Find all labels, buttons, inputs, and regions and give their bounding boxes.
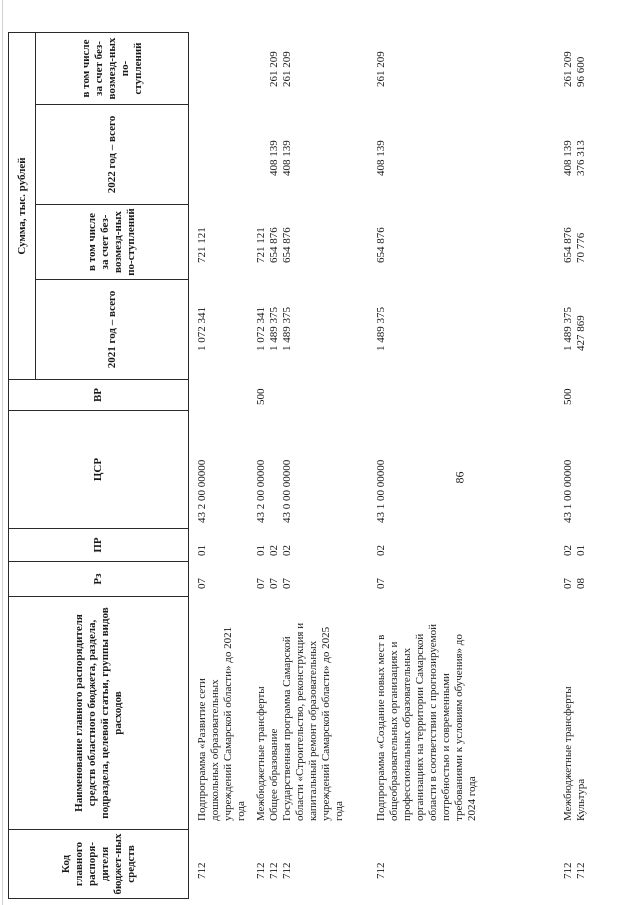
cell-name: Общее образование — [268, 728, 280, 821]
header-csr: ЦСР — [8, 410, 189, 529]
cell-name: Культура — [575, 778, 587, 821]
cell-rz: 07 — [281, 578, 293, 589]
cell-2022-total: 408 139 — [268, 140, 280, 176]
header-pr: ПР — [8, 528, 189, 562]
cell-code: 712 — [255, 862, 267, 879]
cell-2022-free: 261 209 — [281, 51, 293, 87]
page-edge-line — [2, 0, 3, 905]
cell-2022-total: 408 139 — [375, 140, 387, 176]
table-row — [281, 32, 371, 899]
cell-pr: 01 — [575, 545, 587, 556]
cell-2021-free: 654 876 — [268, 227, 280, 263]
cell-2022-free: 96 600 — [575, 56, 587, 87]
cell-2021-total: 1 489 375 — [562, 307, 574, 351]
cell-vr: 500 — [255, 388, 267, 405]
cell-2021-free: 721 121 — [255, 227, 267, 263]
cell-2022-total: 408 139 — [281, 140, 293, 176]
cell-csr: 43 2 00 00000 — [255, 459, 267, 523]
table-row — [255, 32, 269, 899]
cell-csr: 43 2 00 00000 — [196, 459, 208, 523]
cell-2022-total: 408 139 — [562, 140, 574, 176]
cell-csr: 43 1 00 00000 — [562, 459, 574, 523]
cell-name: Подпрограмма «Создание новых мест в общеобразовательных организациях и профессиональных образовательных организациях на территории Самарской области в соответствии с прогнозируемой потребностью и современными требованиями к условиям обучения» до 2024 года — [375, 624, 478, 821]
cell-2022-free: 261 209 — [268, 51, 280, 87]
cell-2021-free: 654 876 — [562, 227, 574, 263]
cell-rz: 07 — [196, 578, 208, 589]
cell-2022-free: 261 209 — [375, 51, 387, 87]
table-row — [575, 32, 589, 899]
cell-code: 712 — [562, 862, 574, 879]
cell-vr: 500 — [562, 388, 574, 405]
header-rz: Рз — [8, 561, 189, 597]
cell-2021-total: 427 869 — [575, 315, 587, 351]
cell-name: Государственная программа Самарской области «Строительство, реконструкция и капитальный ремонт образовательных учреждений Самарской области» до 2025 года — [281, 622, 345, 821]
cell-rz: 07 — [255, 578, 267, 589]
header-name: Наименование главного распорядителя средств областного бюджета, раздела, подраздела, целевой статьи, группы видов расходов — [8, 596, 189, 830]
cell-2021-total: 1 072 341 — [255, 307, 267, 351]
cell-2021-total: 1 072 341 — [196, 307, 208, 351]
cell-code: 712 — [196, 862, 208, 879]
header-vr: ВР — [8, 379, 189, 411]
cell-name: Межбюджетные трансферты — [562, 686, 574, 821]
table-row — [375, 32, 555, 899]
cell-pr: 02 — [268, 545, 280, 556]
cell-2022-free: 261 209 — [562, 51, 574, 87]
cell-pr: 02 — [375, 545, 387, 556]
table-header — [8, 32, 189, 899]
cell-code: 712 — [575, 862, 587, 879]
cell-csr: 43 0 00 00000 — [281, 459, 293, 523]
cell-rz: 08 — [575, 578, 587, 589]
cell-2021-free: 654 876 — [375, 227, 387, 263]
header-2022-free: в том числе за счет без-возмезд-ных по-ступлений — [35, 32, 189, 105]
cell-csr: 43 1 00 00000 — [375, 459, 387, 523]
header-2021-free: в том числе за счет без-возмезд-ных по-ступлений — [35, 204, 189, 280]
header-code: Код главного распоря-дителя бюджет-ных средств — [8, 829, 189, 899]
table-row — [562, 32, 576, 899]
cell-code: 712 — [375, 862, 387, 879]
page-number: 86 — [452, 471, 467, 484]
cell-2021-total: 1 489 375 — [268, 307, 280, 351]
cell-rz: 07 — [268, 578, 280, 589]
cell-2022-total: 376 313 — [575, 140, 587, 176]
cell-pr: 02 — [281, 545, 293, 556]
cell-2021-free: 70 776 — [575, 232, 587, 263]
cell-name: Подпрограмма «Развитие сети дошкольных образовательных учреждений Самарской области» до 2021 года — [196, 626, 247, 821]
cell-rz: 07 — [375, 578, 387, 589]
cell-code: 712 — [268, 862, 280, 879]
cell-pr: 01 — [255, 545, 267, 556]
cell-name: Межбюджетные трансферты — [255, 686, 267, 821]
header-2021-total: 2021 год – всего — [35, 279, 189, 380]
header-2022-total: 2022 год – всего — [35, 104, 189, 205]
cell-pr: 01 — [196, 545, 208, 556]
header-sum: Сумма, тыс. рублей — [8, 32, 36, 380]
cell-2021-free: 654 876 — [281, 227, 293, 263]
cell-rz: 07 — [562, 578, 574, 589]
cell-2021-free: 721 121 — [196, 227, 208, 263]
table-row — [268, 32, 282, 899]
cell-pr: 02 — [562, 545, 574, 556]
cell-2021-total: 1 489 375 — [281, 307, 293, 351]
cell-code: 712 — [281, 862, 293, 879]
cell-2021-total: 1 489 375 — [375, 307, 387, 351]
